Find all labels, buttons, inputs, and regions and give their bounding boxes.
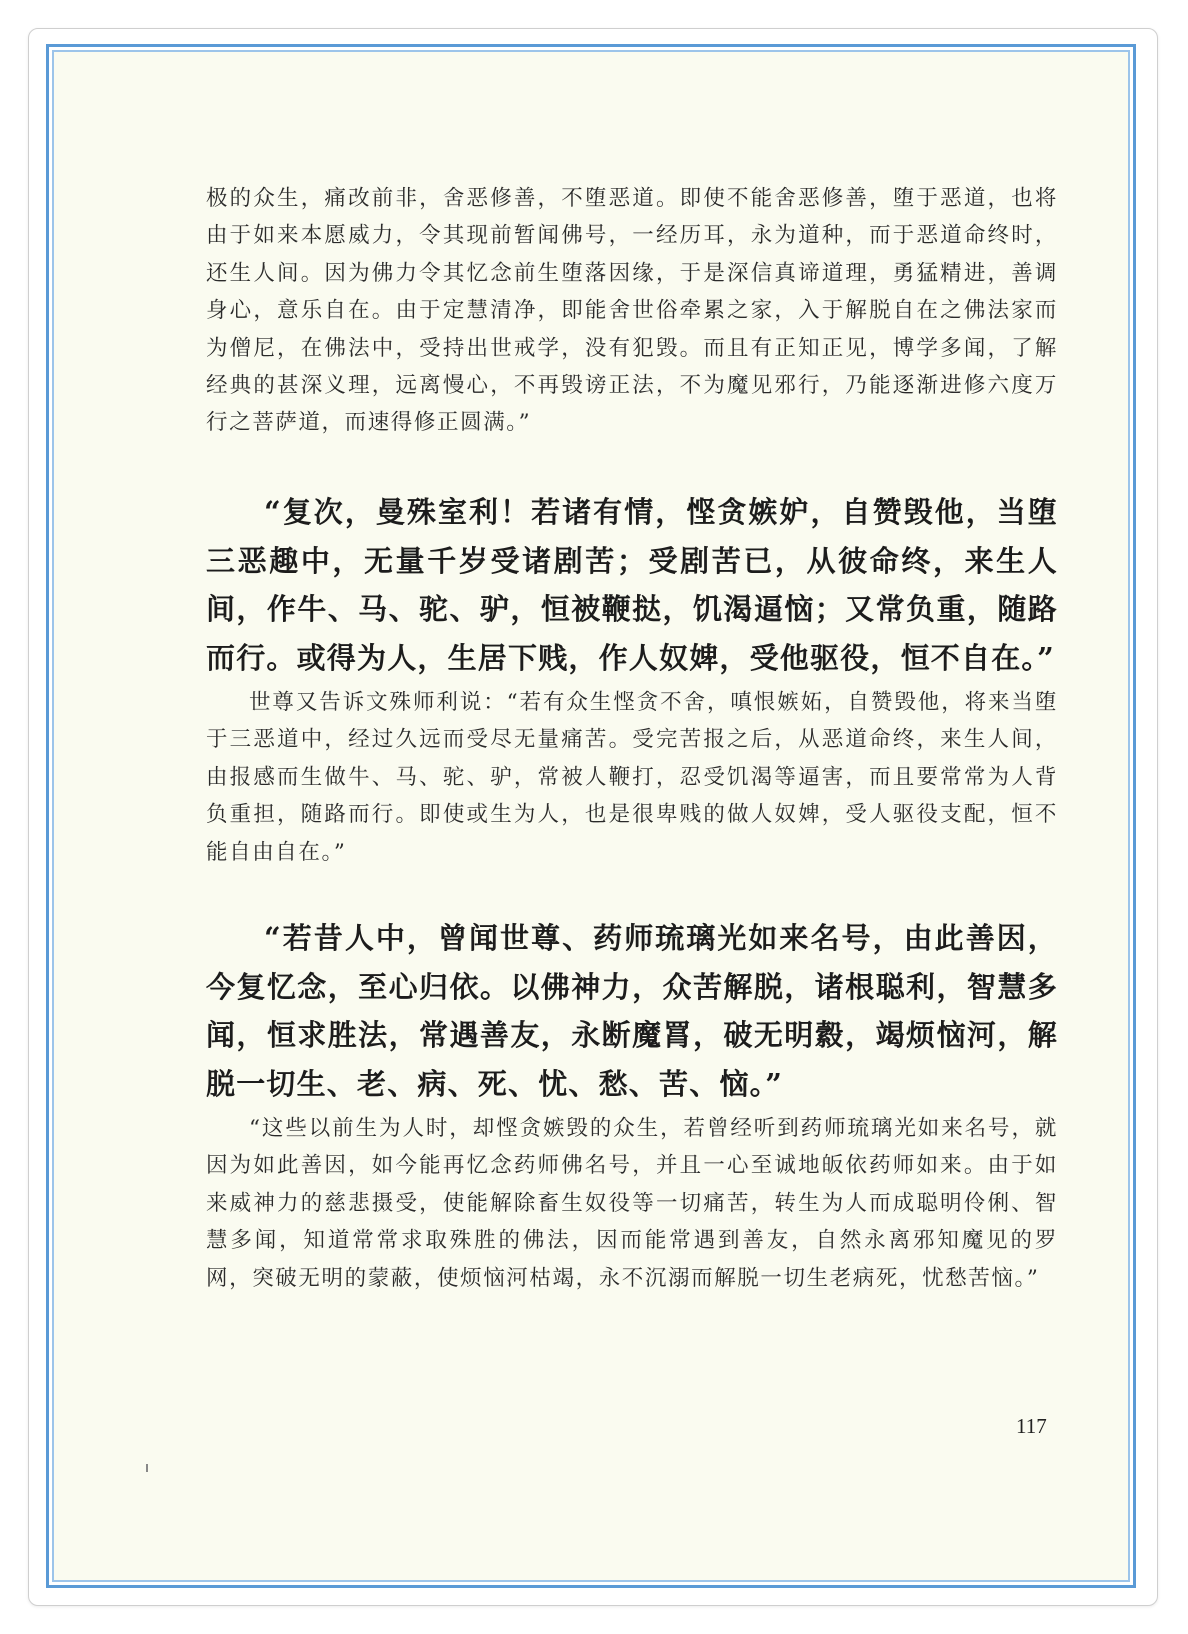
sutra-paragraph-2: “若昔人中，曾闻世尊、药师琉璃光如来名号，由此善因，今复忆念，至心归依。以佛神力，众苦解脱，诸根聪利，智慧多闻，恒求胜法，常遇善友，永断魔罥，破无明縠，竭烦恼河，解脱一切生、老、病、死、忧、愁、苦、恼。” — [206, 921, 1058, 1101]
sutra-paragraph-1: “复次，曼殊室利！若诸有情，悭贪嫉妒，自赞毁他，当堕三恶趣中，无量千岁受诸剧苦；受剧苦已，从彼命终，来生人间，作牛、马、驼、驴，恒被鞭挞，饥渴逼恼；又常负重，随路而行。或得为人，生居下贱，作人奴婢，受他驱役，恒不自在。” — [206, 495, 1058, 675]
book-page — [54, 52, 1128, 1580]
page-number: 117 — [1016, 1414, 1047, 1438]
scan-mark — [146, 1464, 148, 1472]
commentary-paragraph-2: 世尊又告诉文殊师利说：“若有众生悭贪不舍，嗔恨嫉妬，自赞毁他，将来当堕于三恶道中，经过久远而受尽无量痛苦。受完苦报之后，从恶道命终，来生人间，由报感而生做牛、马、驼、驴，常被人鞭打，忍受饥渴等逼害，而且要常常为人背负重担，随路而行。即使或生为人，也是很卑贱的做人奴婢，受人驱役支配，恒不能自由自在。” — [206, 690, 1058, 865]
commentary-paragraph-3: “这些以前生为人时，却悭贪嫉毁的众生，若曾经听到药师琉璃光如来名号，就因为如此善因，如今能再忆念药师佛名号，并且一心至诚地皈依药师如来。由于如来威神力的慈悲摄受，使能解除畜生奴役等一切痛苦，转生为人而成聪明伶俐、智慧多闻，知道常常求取殊胜的佛法，因而能常遇到善友，自然永离邪知魔见的罗网，突破无明的蒙蔽，使烦恼河枯竭，永不沉溺而解脱一切生老病死，忧愁苦恼。” — [206, 1116, 1058, 1291]
commentary-paragraph-1: 极的众生，痛改前非，舍恶修善，不堕恶道。即使不能舍恶修善，堕于恶道，也将由于如来本愿威力，令其现前暂闻佛号，一经历耳，永为道种，而于恶道命终时，还生人间。因为佛力令其忆念前生堕落因缘，于是深信真谛道理，勇猛精进，善调身心，意乐自在。由于定慧清净，即能舍世俗牵累之家，入于解脱自在之佛法家而为僧尼，在佛法中，受持出世戒学，没有犯毁。而且有正知正见，博学多闻，了解经典的甚深义理，远离慢心，不再毁谤正法，不为魔见邪行，乃能逐渐进修六度万行之菩萨道，而速得修正圆满。” — [206, 186, 1058, 436]
